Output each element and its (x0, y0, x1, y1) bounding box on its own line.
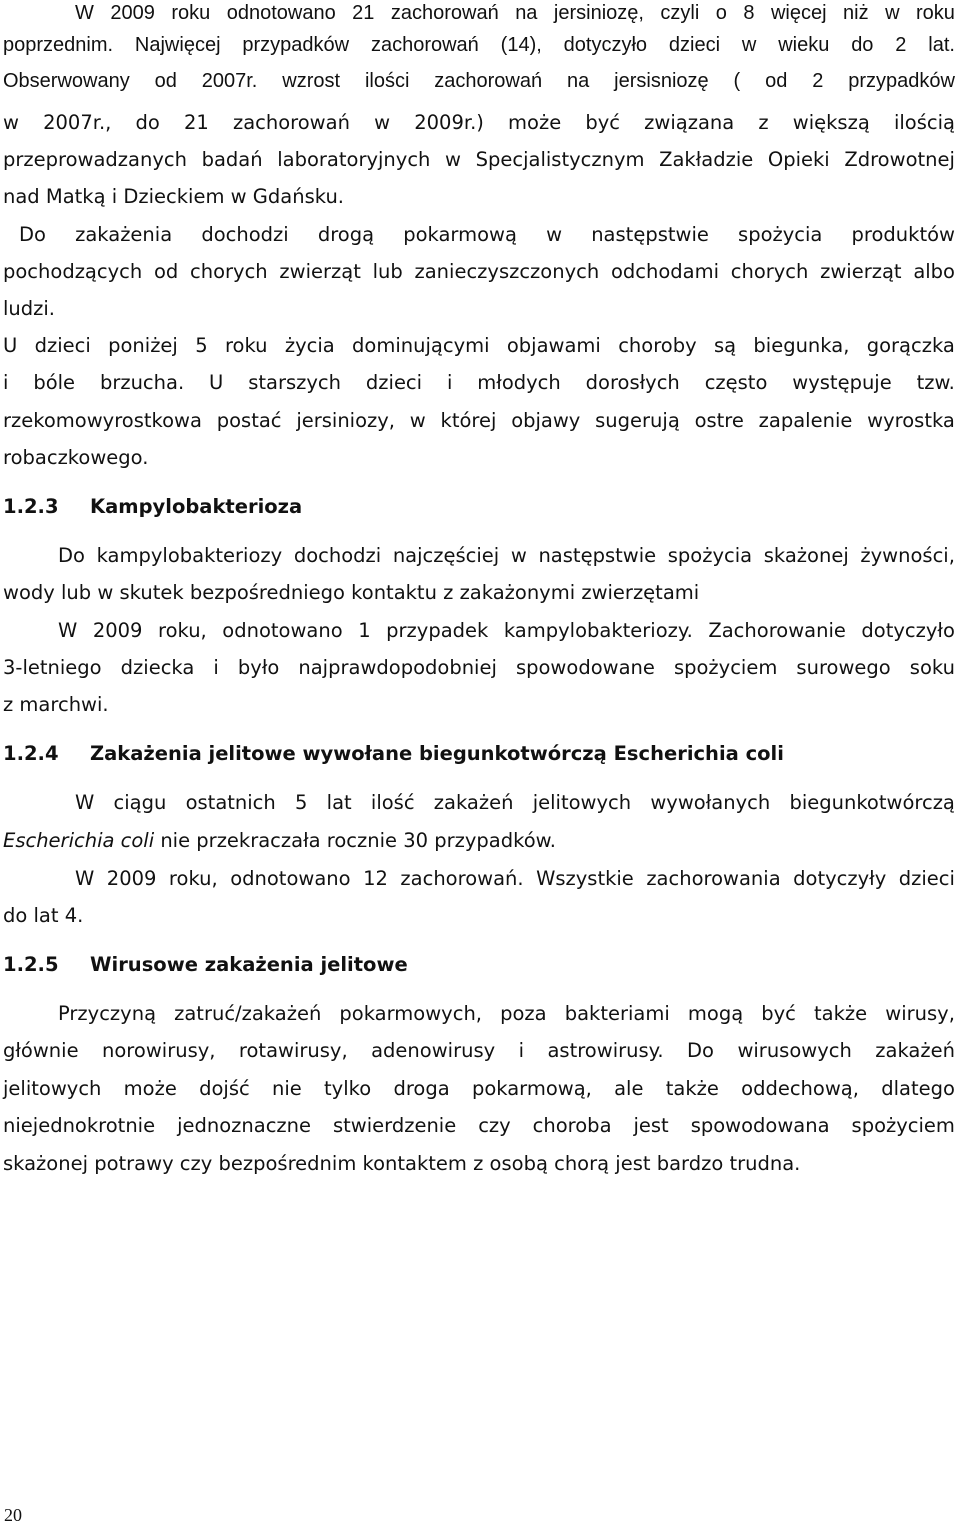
word: życia (284, 334, 335, 357)
word: dlatego (881, 1077, 955, 1100)
intro-line (3, 0, 955, 26)
word: od (765, 70, 788, 92)
word: astrowirusy. (547, 1039, 664, 1062)
word: jersiniozy, (296, 409, 396, 432)
word: drogą (317, 223, 375, 246)
intro-line (3, 110, 955, 136)
word: stwierdzenie (332, 1114, 457, 1137)
word: wywołanych (650, 791, 771, 814)
word: postać (216, 409, 282, 432)
word: do (851, 34, 874, 56)
word: dorosłych (585, 371, 680, 394)
paragraph-line (3, 1076, 955, 1102)
word: ostre (694, 409, 744, 432)
word: przypadków (848, 70, 955, 92)
word: zachorowania (646, 867, 781, 890)
word: starszych (248, 371, 342, 394)
word: lub (372, 260, 403, 283)
word: niejednokrotnie (3, 1114, 156, 1137)
word: Do (58, 544, 85, 567)
word: roku, (157, 619, 207, 642)
word: ( (733, 70, 741, 92)
word: lat (326, 791, 352, 814)
word: związana (644, 111, 735, 134)
paragraph-line (3, 655, 955, 681)
section-heading-1-2-4 (3, 741, 784, 767)
word: mogą (687, 1002, 744, 1025)
word: zachorowań. (400, 867, 524, 890)
word: często (704, 371, 768, 394)
word: spożycia (667, 544, 753, 567)
word: od (154, 70, 177, 92)
word: zachorowań (390, 2, 499, 24)
paragraph-line (3, 790, 955, 816)
word: na (567, 70, 590, 92)
word: najprawdopodobniej (298, 656, 497, 679)
intro-line: nad Matką i Dzieckiem w Gdańsku. (3, 185, 345, 208)
word: występuje (792, 371, 892, 394)
word: 2007r. (201, 70, 258, 92)
paragraph-line (3, 828, 955, 854)
word: skażonej (763, 544, 849, 567)
word: Zakładzie (659, 148, 754, 171)
word: dziecka (120, 656, 195, 679)
section-heading-1-2-3 (3, 494, 302, 520)
paragraph-line (3, 1038, 955, 1064)
word: wyrostka (867, 409, 955, 432)
word: być (585, 111, 621, 134)
word: 5 (295, 791, 308, 814)
word: 1 (358, 619, 371, 642)
word: 8 (743, 2, 755, 24)
word: zachorowań (434, 70, 543, 92)
word: dzieci (898, 867, 955, 890)
section-title: Zakażenia jelitowe wywołane biegunkotwórczą Escherichia coli (90, 742, 784, 765)
word: kampylobakteriozy. (503, 619, 693, 642)
word: dzieci (668, 34, 721, 56)
word: może (508, 111, 562, 134)
word: odnotowano (222, 619, 343, 642)
word: albo (913, 260, 955, 283)
word: Obserwowany (3, 70, 130, 92)
word: wzrost (282, 70, 341, 92)
word: chorych (730, 260, 809, 283)
word: laboratoryjnych (277, 148, 431, 171)
word: także (814, 1002, 868, 1025)
word: Do (19, 223, 46, 246)
word: 2 (812, 70, 824, 92)
word: ilością (893, 111, 955, 134)
word: 2 (895, 34, 907, 56)
word: i (446, 371, 453, 394)
word: czyli (660, 2, 700, 24)
word: są (713, 334, 737, 357)
word: roku (171, 2, 211, 24)
word: choroba (532, 1114, 612, 1137)
section-number: 1.2.5 (3, 953, 59, 976)
word: biegunkotwórczą (789, 791, 955, 814)
word: zwierząt (279, 260, 361, 283)
word: (14), (500, 34, 542, 56)
word: roku (915, 2, 955, 24)
intro-line (3, 32, 955, 58)
word: roku (224, 334, 268, 357)
word: Wszystkie (536, 867, 634, 890)
word: wirusowych (737, 1039, 852, 1062)
italic-species-name: Escherichia coli (3, 829, 155, 852)
word: przeprowadzanych (3, 148, 187, 171)
word: zapalenie (758, 409, 853, 432)
paragraph-line: skażonej potrawy czy bezpośrednim kontaktem z osobą chorą jest bardzo trudna. (3, 1152, 801, 1175)
word: roku, (168, 867, 218, 890)
intro-line: ludzi. (3, 297, 56, 320)
word: odnotowano (230, 867, 351, 890)
word: jelitowych (3, 1077, 102, 1100)
word: W (75, 2, 94, 24)
word: czy (478, 1114, 511, 1137)
line-text: nie przekraczała rocznie 30 przypadków. (154, 829, 556, 852)
word: biegunka, (753, 334, 850, 357)
word: surowego (796, 656, 891, 679)
word: spożycia (738, 223, 823, 246)
word: Najwięcej (134, 34, 221, 56)
word: było (237, 656, 280, 679)
word: 2009 (106, 867, 157, 890)
word: brzucha. (99, 371, 185, 394)
word: dotyczyło (861, 619, 955, 642)
word: ale (614, 1077, 644, 1100)
word: kampylobakteriozy (96, 544, 283, 567)
word: przypadków (242, 34, 350, 56)
word: głównie (3, 1039, 79, 1062)
word: zwierząt (820, 260, 902, 283)
word: zakażenia (75, 223, 173, 246)
word: nie (271, 1077, 302, 1100)
word: większą (792, 111, 870, 134)
word: spożyciem (673, 656, 778, 679)
word: młodych (477, 371, 561, 394)
word: także (665, 1077, 719, 1100)
word: poniżej (108, 334, 178, 357)
word: odchodami (610, 260, 719, 283)
word: 3-letniego (3, 656, 102, 679)
word: i (213, 656, 219, 679)
paragraph-line: do lat 4. (3, 904, 84, 927)
section-number: 1.2.4 (3, 742, 59, 765)
word: U (3, 334, 18, 357)
word: Zdrowotnej (844, 148, 955, 171)
paragraph-line (3, 1113, 955, 1139)
word: droga (393, 1077, 450, 1100)
word: spożyciem (851, 1114, 955, 1137)
word: spowodowane (515, 656, 655, 679)
paragraph-line (3, 1001, 955, 1027)
intro-line (3, 68, 955, 94)
word: pochodzących (3, 260, 143, 283)
paragraph-line (3, 618, 955, 644)
section-title: Wirusowe zakażenia jelitowe (90, 953, 408, 976)
word: lat. (928, 34, 955, 56)
word: rotawirusy, (238, 1039, 348, 1062)
word: bakteriami (564, 1002, 670, 1025)
word: przypadek (386, 619, 489, 642)
word: następstwie (591, 223, 709, 246)
word: w (445, 148, 461, 171)
word: Zachorowanie (708, 619, 846, 642)
intro-line (3, 259, 955, 285)
word: zanieczyszczonych (414, 260, 600, 283)
word: badań (201, 148, 263, 171)
paragraph-line (3, 866, 955, 892)
word: dochodzi (293, 544, 382, 567)
word: wieku (778, 34, 830, 56)
word: żywności, (860, 544, 955, 567)
word: ilości (364, 70, 410, 92)
word: ciągu (113, 791, 167, 814)
word: ilość (370, 791, 415, 814)
word: gorączka (866, 334, 955, 357)
word: być (761, 1002, 796, 1025)
word: pokarmowych, (339, 1002, 482, 1025)
word: z (758, 111, 769, 134)
word: w (885, 2, 900, 24)
word: i (518, 1039, 525, 1062)
paragraph-line: z marchwi. (3, 693, 109, 716)
word: tzw. (916, 371, 955, 394)
word: zatruć/zakażeń (174, 1002, 322, 1025)
word: pokarmową (403, 223, 517, 246)
word: i (3, 371, 9, 394)
word: Specjalistycznym (475, 148, 645, 171)
word: wirusy, (885, 1002, 955, 1025)
word: od (153, 260, 179, 283)
word: w (510, 544, 527, 567)
section-number: 1.2.3 (3, 495, 59, 518)
word: adenowirusy (371, 1039, 496, 1062)
word: dochodzi (201, 223, 289, 246)
word: jersisniozę (614, 70, 709, 92)
word: dotyczyły (793, 867, 887, 890)
intro-line (3, 147, 955, 173)
word: w (3, 111, 19, 134)
word: odnotowano (226, 2, 336, 24)
intro-line (3, 408, 955, 434)
word: spowodowana (690, 1114, 830, 1137)
section-heading-1-2-5 (3, 952, 408, 978)
intro-line (3, 333, 955, 359)
word: ostatnich (185, 791, 276, 814)
word: choroby (618, 334, 697, 357)
word: w (374, 111, 391, 134)
word: produktów (851, 223, 955, 246)
word: dzieci (34, 334, 91, 357)
word: na (515, 2, 538, 24)
word: więcej (770, 2, 827, 24)
word: Opieki (767, 148, 830, 171)
word: 2009 (92, 619, 143, 642)
word: bóle (33, 371, 76, 394)
word: dojść (199, 1077, 250, 1100)
word: chorych (190, 260, 268, 283)
word: najczęściej (392, 544, 500, 567)
word: zachorowań (232, 111, 350, 134)
word: w (409, 409, 426, 432)
word: 2009r.) (414, 111, 484, 134)
word: dotyczyło (563, 34, 648, 56)
word: zachorowań (370, 34, 479, 56)
word: jelitowych (532, 791, 632, 814)
word: w (546, 223, 563, 246)
word: niż (843, 2, 869, 24)
paragraph-line: wody lub w skutek bezpośredniego kontaktu z zakażonymi zwierzętami (3, 581, 700, 604)
word: o (715, 2, 727, 24)
word: 21 (352, 2, 375, 24)
word: zakażeń (875, 1039, 955, 1062)
word: W (75, 791, 95, 814)
word: 12 (363, 867, 388, 890)
paragraph-line (3, 543, 955, 569)
word: której (440, 409, 497, 432)
word: rzekomowyrostkowa (3, 409, 202, 432)
word: 2009 (110, 2, 155, 24)
intro-line (3, 370, 955, 396)
word: objawami (506, 334, 601, 357)
word: tylko (324, 1077, 372, 1100)
word: poprzednim. (3, 34, 114, 56)
page-number: 20 (4, 1505, 22, 1525)
word: Do (687, 1039, 714, 1062)
word: do (135, 111, 160, 134)
intro-line: robaczkowego. (3, 446, 149, 469)
word: zakażeń (433, 791, 514, 814)
word: sugerują (595, 409, 680, 432)
word: Przyczyną (58, 1002, 157, 1025)
word: U (209, 371, 224, 394)
word: jednoznaczne (177, 1114, 312, 1137)
word: soku (909, 656, 955, 679)
word: następstwie (538, 544, 657, 567)
word: 5 (195, 334, 208, 357)
word: jersiniozę, (553, 2, 644, 24)
word: dominującymi (352, 334, 490, 357)
word: dzieci (365, 371, 423, 394)
word: w (741, 34, 757, 56)
word: W (58, 619, 78, 642)
word: jest (633, 1114, 669, 1137)
intro-line (3, 222, 955, 248)
word: oddechową, (741, 1077, 859, 1100)
section-title: Kampylobakterioza (90, 495, 303, 518)
word: 2007r., (43, 111, 112, 134)
word: W (75, 867, 95, 890)
word: norowirusy, (102, 1039, 216, 1062)
word: może (123, 1077, 177, 1100)
word: pokarmową, (471, 1077, 592, 1100)
word: 21 (183, 111, 209, 134)
word: objawy (511, 409, 581, 432)
word: poza (500, 1002, 547, 1025)
